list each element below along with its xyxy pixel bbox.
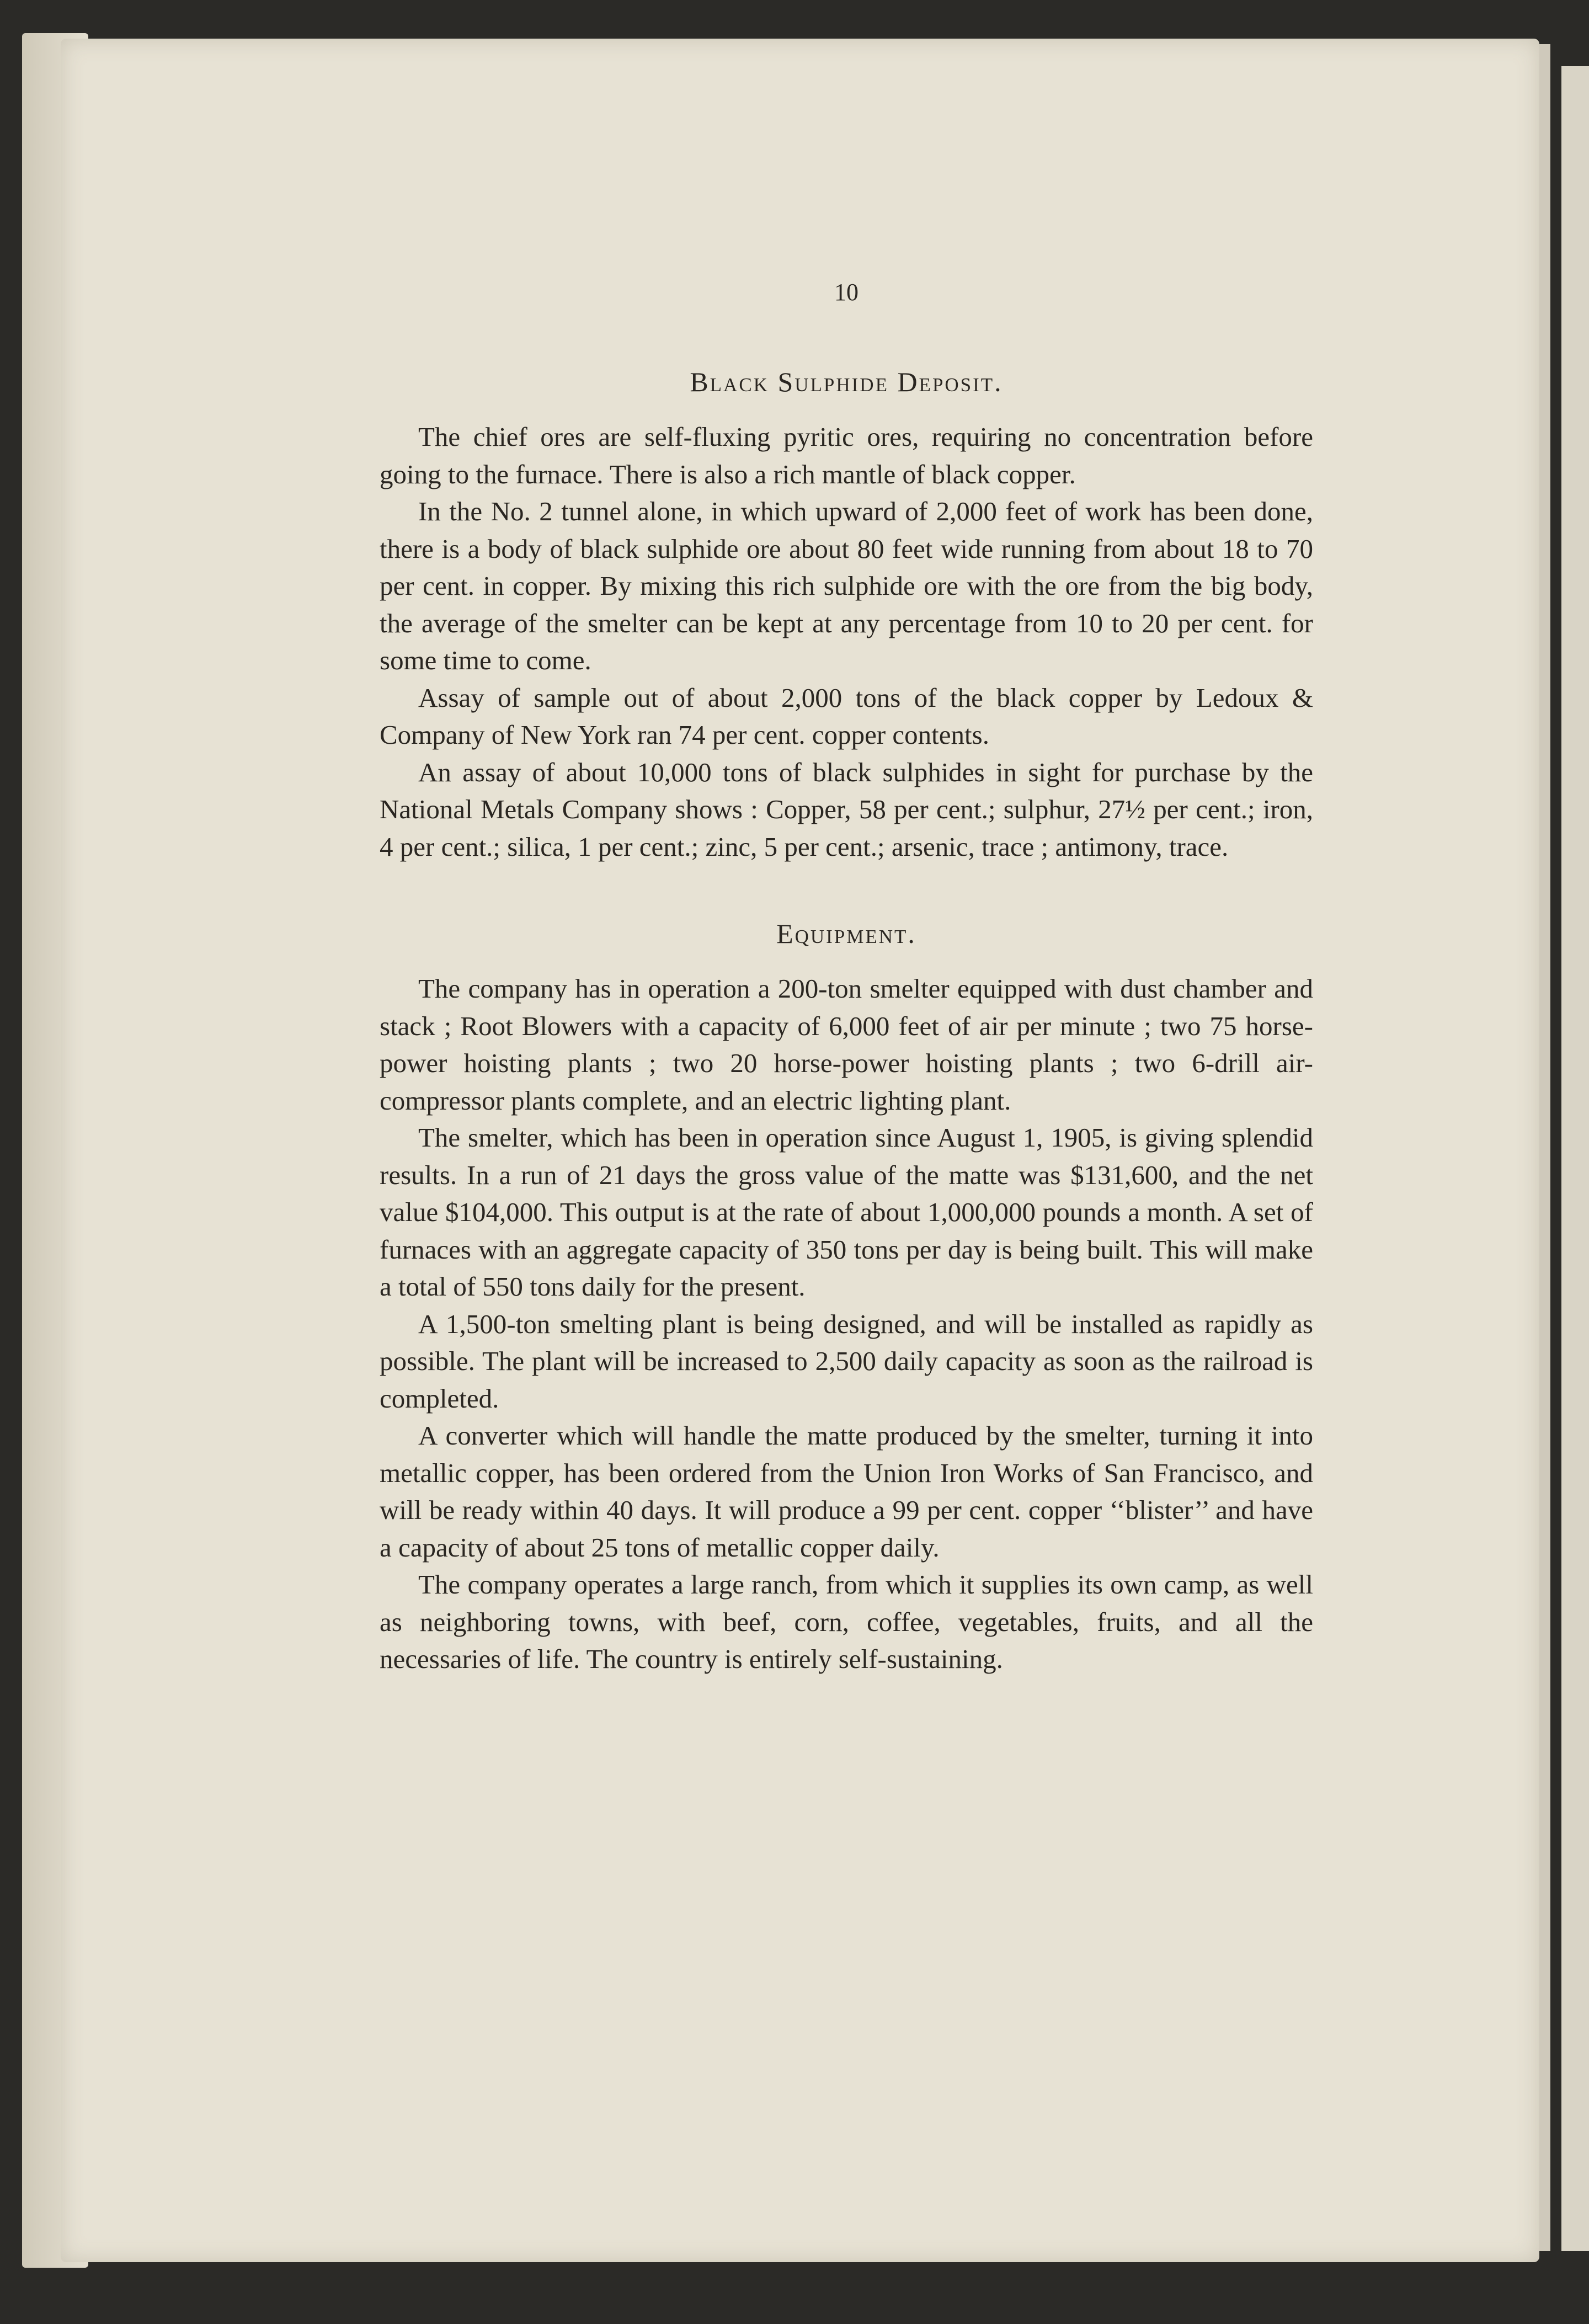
paragraph: In the No. 2 tunnel alone, in which upward of 2,000 feet of work has been done, there is a body of black sulphide ore about 80 feet wide running from about 18 to 70 per cent. in copper. By mixing this rich sulphide ore with the ore from the big body, the average of the smelter can be kept at any percentage from 10 to 20 per cent. for some time to come. — [380, 496, 1313, 675]
page-content — [380, 276, 1313, 1678]
paragraph: The company has in operation a 200-ton smelter equipped with dust chamber and stack ; Root Blowers with a capacity of 6,000 feet of air per minute ; two 75 horse-power hoisting plants ; two 20 horse-power hoisting plants ; two 6-drill air-compressor plants complete, and an electric lighting plant. — [380, 973, 1313, 1116]
section-heading-black-sulphide: Black Sulphide Deposit. — [690, 366, 1003, 397]
paragraph: The chief ores are self-fluxing pyritic ores, requiring no concentration before going to the furnace. There is also a rich mantle of black copper. — [380, 422, 1313, 489]
paragraph: Assay of sample out of about 2,000 tons of the black copper by Ledoux & Company of New York ran 74 per cent. copper contents. — [380, 682, 1313, 750]
paragraph: The company operates a large ranch, from which it supplies its own camp, as well as neighboring towns, with beef, corn, coffee, vegetables, fruits, and all the necessaries of life. The country is entirely self-sustaining. — [380, 1569, 1313, 1674]
section-heading-equipment: Equipment. — [776, 918, 916, 949]
paragraph: A 1,500-ton smelting plant is being designed, and will be installed as rapidly as possible. The plant will be increased to 2,500 daily capacity as soon as the railroad is completed. — [380, 1308, 1313, 1414]
next-page-edge — [1561, 66, 1589, 2251]
paragraph: An assay of about 10,000 tons of black sulphides in sight for purchase by the National Metals Company shows : Copper, 58 per cent.; sulphur, 27½ per cent.; iron, 4 per cent.; silica, 1 per cent.; zinc, 5 per cent.; arsenic, trace ; antimony, trace. — [380, 756, 1313, 862]
paragraph: A converter which will handle the matte produced by the smelter, turning it into metallic copper, has been ordered from the Union Iron Works of San Francisco, and will be ready within 40 days. It will produce a 99 per cent. copper ‘‘blister’’ and have a capacity of about 25 tons of metallic copper daily. — [380, 1420, 1313, 1563]
paragraph: The smelter, which has been in operation since August 1, 1905, is giving splendid results. In a run of 21 days the gross value of the matte was $131,600, and the net value $104,000. This output is at the rate of about 1,000,000 pounds a month. A set of furnaces with an aggregate capacity of 350 tons per day is being built. This will make a total of 550 tons daily for the present. — [380, 1122, 1313, 1302]
page-edge-right — [1539, 44, 1550, 2251]
page-number: 10 — [834, 279, 859, 306]
